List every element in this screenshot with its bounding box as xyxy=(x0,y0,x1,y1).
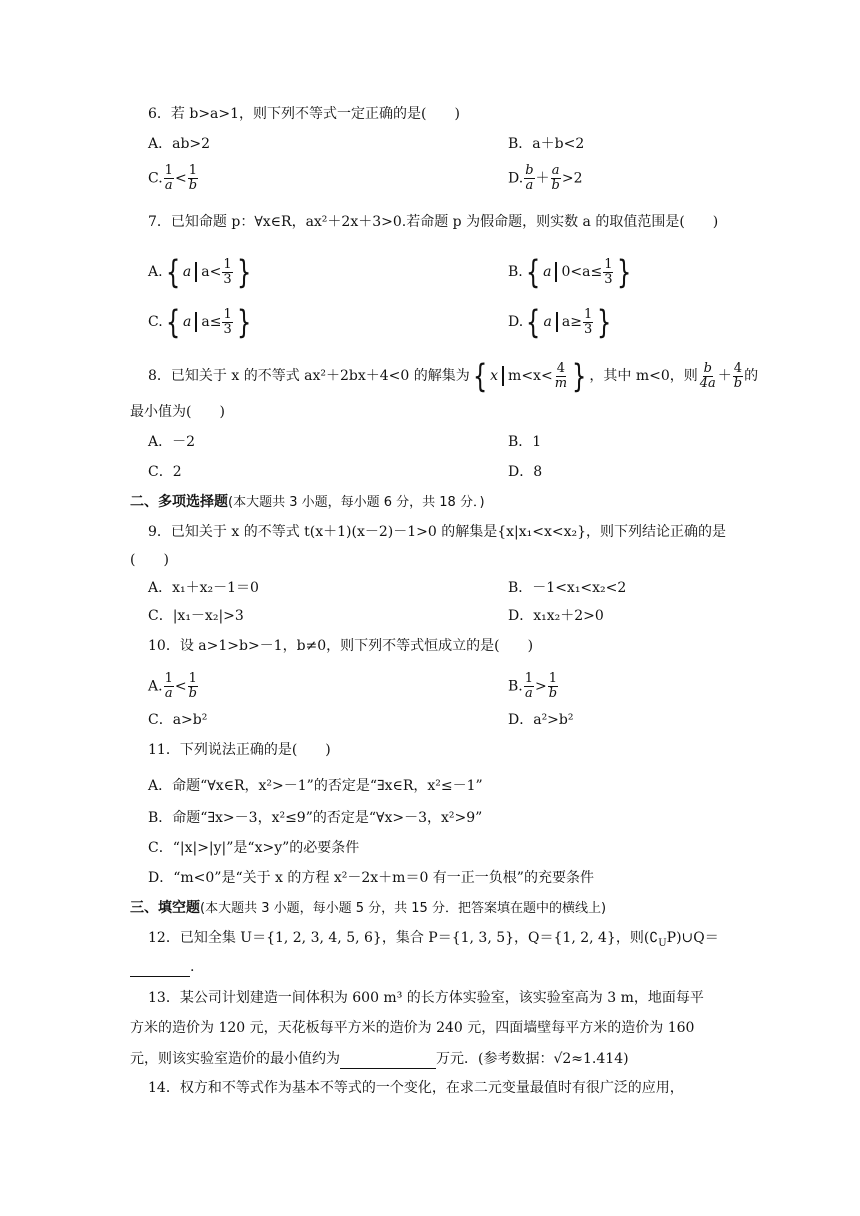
q10-option-b: B. $\frac{1}{a}$ > $\frac{1}{b}$ xyxy=(508,671,558,701)
q9-option-b: B．－1<x₁<x₂<2 xyxy=(508,580,627,596)
q7-option-a: A. { a a< $\frac{1}{3}$ } xyxy=(148,256,254,288)
section-2-heading xyxy=(130,492,485,513)
q13-line2: 方米的造价为 120 元，天花板每平方米的造价为 240 元，四面墙壁每平方米的造价为 160 xyxy=(130,1020,695,1036)
section-title: 三、填空题 xyxy=(130,900,200,916)
fraction: $\frac{1}{a}$ xyxy=(164,163,173,193)
q6-option-c: C. $\frac{1}{a}$ < $\frac{1}{b}$ xyxy=(148,163,198,193)
fraction: $\frac{1}{a}$ xyxy=(524,671,534,701)
q7-option-d: D. { a a≥ $\frac{1}{3}$ } xyxy=(508,306,615,338)
fraction: $\frac{1}{a}$ xyxy=(164,671,173,701)
q6-option-a: A．ab>2 xyxy=(148,136,211,152)
answer-blank[interactable] xyxy=(130,956,190,977)
q11-stem: 11．下列说法正确的是( ) xyxy=(148,742,331,758)
set-notation: { a a≤ $\frac{1}{3}$ } xyxy=(165,303,252,341)
q7-option-b: B. { a 0<a≤ $\frac{1}{3}$ } xyxy=(508,256,635,288)
section-title: 二、多项选择题 xyxy=(130,494,228,510)
fraction: $\frac{b}{a}$ xyxy=(525,163,534,193)
q8-option-a: A．－2 xyxy=(148,434,196,450)
set-notation: { a a< $\frac{1}{3}$ } xyxy=(165,253,251,291)
fraction: $\frac{1}{b}$ xyxy=(188,671,197,701)
q9-option-c: C．|x₁－x₂|>3 xyxy=(148,608,244,624)
q6-option-b: B．a＋b<2 xyxy=(508,136,585,152)
q11-option-b: B．命题“∃x>－3，x²≤9”的否定是“∀x>－3，x²>9” xyxy=(148,810,483,826)
fraction: $\frac{a}{b}$ xyxy=(551,163,560,193)
q10-option-d: D．a²>b² xyxy=(508,712,574,728)
q8-stem: 8．已知关于 x 的不等式 ax²＋2bx＋4<0 的解集为 { x m<x< $\frac{4}{m}$ } ，其中 m<0，则 $\frac{b}{4a}$ ＋ $\frac{4}{b}$ 的 xyxy=(148,357,759,395)
q11-option-d: D．“m<0”是“关于 x 的方程 x²－2x＋m＝0 有一正一负根”的充要条件 xyxy=(148,870,594,886)
answer-blank[interactable] xyxy=(340,1048,436,1069)
q12-stem: 12．已知全集 U＝{1, 2, 3, 4, 5, 6}，集合 P＝{1, 3, 5}，Q＝{1, 2, 4}，则$(∁_UP)\cup Q=$ xyxy=(148,930,719,949)
fraction: $\frac{1}{b}$ xyxy=(548,671,558,701)
q13-line3: 元，则该实验室造价的最小值约为 万元．(参考数据：√2≈1.414) xyxy=(130,1048,629,1069)
set-notation: { a 0<a≤ $\frac{1}{3}$ } xyxy=(525,253,632,291)
section-note: (本大题共 3 小题，每小题 5 分，共 15 分．把答案填在题中的横线上) xyxy=(200,901,607,916)
q10-option-c: C．a>b² xyxy=(148,712,208,728)
section-3-heading xyxy=(130,898,606,919)
option-label: C. xyxy=(148,170,163,187)
q9-option-a: A．x₁＋x₂－1＝0 xyxy=(148,580,259,596)
q9-stem-line2: ( ) xyxy=(130,552,169,568)
q10-stem: 10．设 a>1>b>－1，b≠0，则下列不等式恒成立的是( ) xyxy=(148,638,534,654)
q8-option-d: D．8 xyxy=(508,464,543,480)
q9-option-d: D．x₁x₂＋2>0 xyxy=(508,608,604,624)
q14-line1: 14．权方和不等式作为基本不等式的一个变化，在求二元变量最值时有很广泛的应用， xyxy=(148,1080,684,1096)
section-note: (本大题共 3 小题，每小题 6 分，共 18 分．) xyxy=(228,495,485,510)
set-notation: { x m<x< $\frac{4}{m}$ } xyxy=(472,357,587,395)
q11-option-a: A．命题“∀x∈R，x²>－1”的否定是“∃x∈R，x²≤－1” xyxy=(148,778,483,794)
q10-option-a: A. $\frac{1}{a}$ < $\frac{1}{b}$ xyxy=(148,671,197,701)
q7-option-c: C. { a a≤ $\frac{1}{3}$ } xyxy=(148,306,254,338)
q9-stem: 9．已知关于 x 的不等式 t(x＋1)(x－2)－1>0 的解集是{x|x₁<x<x₂}，则下列结论正确的是 xyxy=(148,524,727,540)
q7-stem: 7．已知命题 p：∀x∈R，ax²＋2x＋3>0.若命题 p 为假命题，则实数 a 的取值范围是( ) xyxy=(148,214,719,230)
q8-option-b: B．1 xyxy=(508,434,542,450)
fraction: $\frac{4}{b}$ xyxy=(733,360,743,391)
q8-stem-line2: 最小值为( ) xyxy=(130,404,225,420)
fraction: $\frac{b}{4a}$ xyxy=(699,360,716,391)
q12-answer-line: . xyxy=(130,956,194,977)
q8-option-c: C．2 xyxy=(148,464,182,480)
q6-option-d: D. $\frac{b}{a}$ ＋ $\frac{a}{b}$ >2 xyxy=(508,163,583,193)
set-notation: { a a≥ $\frac{1}{3}$ } xyxy=(526,303,612,341)
q6-stem: 6．若 b>a>1，则下列不等式一定正确的是( ) xyxy=(148,106,460,122)
q13-line1: 13．某公司计划建造一间体积为 600 m³ 的长方体实验室，该实验室高为 3 m，地面每平 xyxy=(148,990,704,1006)
q11-option-c: C．“|x|>|y|”是“x>y”的必要条件 xyxy=(148,840,360,856)
fraction: $\frac{1}{b}$ xyxy=(188,163,198,193)
